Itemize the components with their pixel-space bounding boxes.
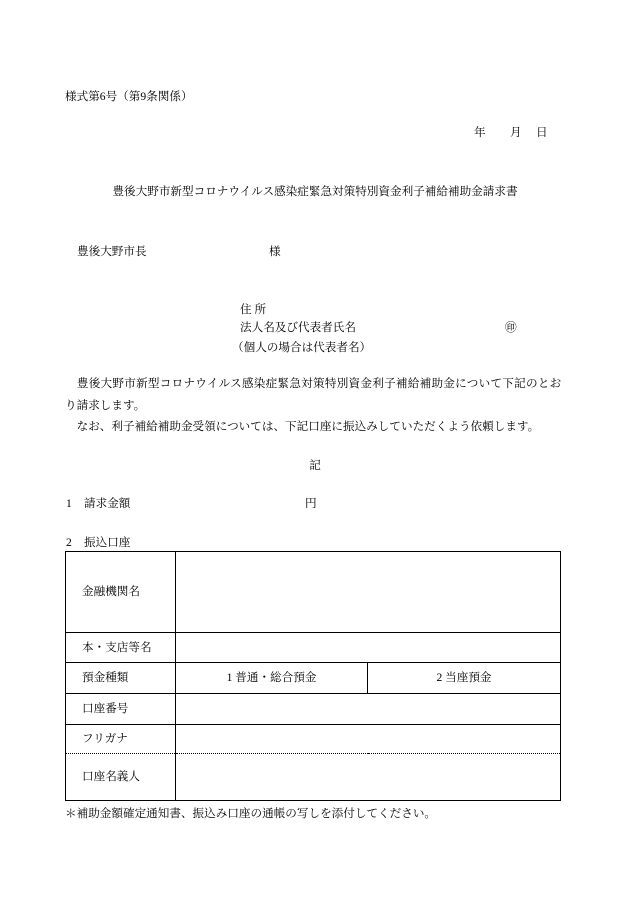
- claim-amount-label: 請求金額: [84, 497, 131, 510]
- furigana-field: [176, 725, 561, 754]
- account-number-label: 口座番号: [66, 694, 176, 725]
- addressee-name: 豊後大野市長: [77, 245, 147, 258]
- table-row: [66, 754, 561, 801]
- item-number: 1: [66, 497, 72, 510]
- date-month-label: 月: [510, 126, 522, 139]
- table-row: [66, 725, 561, 754]
- branch-name-label: 本・支店等名: [66, 633, 176, 663]
- deposit-type-option-ordinary: 1 普通・総合預金: [176, 663, 368, 694]
- addressee-honorific: 様: [269, 245, 281, 258]
- claim-amount-unit: 円: [305, 497, 317, 510]
- deposit-type-label: 預金種類: [66, 663, 176, 694]
- ki-heading: 記: [309, 459, 321, 472]
- bank-name-field: [176, 552, 561, 633]
- account-holder-field: [176, 754, 561, 801]
- account-number-field: [176, 694, 561, 725]
- transfer-account-label: 振込口座: [84, 536, 131, 549]
- document-title: 豊後大野市新型コロナウイルス感染症緊急対策特別資金利子補給補助金請求書: [112, 185, 518, 198]
- branch-name-field: [176, 633, 561, 663]
- table-row: [66, 552, 561, 633]
- form-number: 様式第6号（第9条関係）: [65, 90, 193, 103]
- date-day-label: 日: [536, 126, 548, 139]
- footnote: ＊補助金額確定通知書、振込み口座の通帳の写しを添付してください。: [65, 807, 437, 820]
- applicant-note: （個人の場合は代表者名）: [232, 341, 372, 354]
- table-row: [66, 663, 561, 694]
- seal-mark: ㊞: [505, 321, 517, 334]
- body-text-line: なお、利子補給補助金受領については、下記口座に振込みしていただくよう依頼します。: [65, 420, 540, 433]
- account-holder-label: 口座名義人: [66, 754, 176, 801]
- applicant-address-label: 住 所: [240, 303, 267, 316]
- table-row: [66, 633, 561, 663]
- deposit-type-option-current: 2 当座預金: [368, 663, 561, 694]
- body-text-line: 豊後大野市新型コロナウイルス感染症緊急対策特別資金利子補給補助金について下記のとお: [65, 377, 562, 390]
- date-year-label: 年: [474, 126, 486, 139]
- bank-account-table: [65, 551, 561, 801]
- table-row: [66, 694, 561, 725]
- bank-name-label: 金融機関名: [66, 552, 176, 633]
- furigana-label: フリガナ: [66, 725, 176, 754]
- item-number: 2: [66, 536, 72, 549]
- applicant-name-label: 法人名及び代表者氏名: [240, 321, 356, 334]
- body-text-line: り請求します。: [65, 399, 146, 412]
